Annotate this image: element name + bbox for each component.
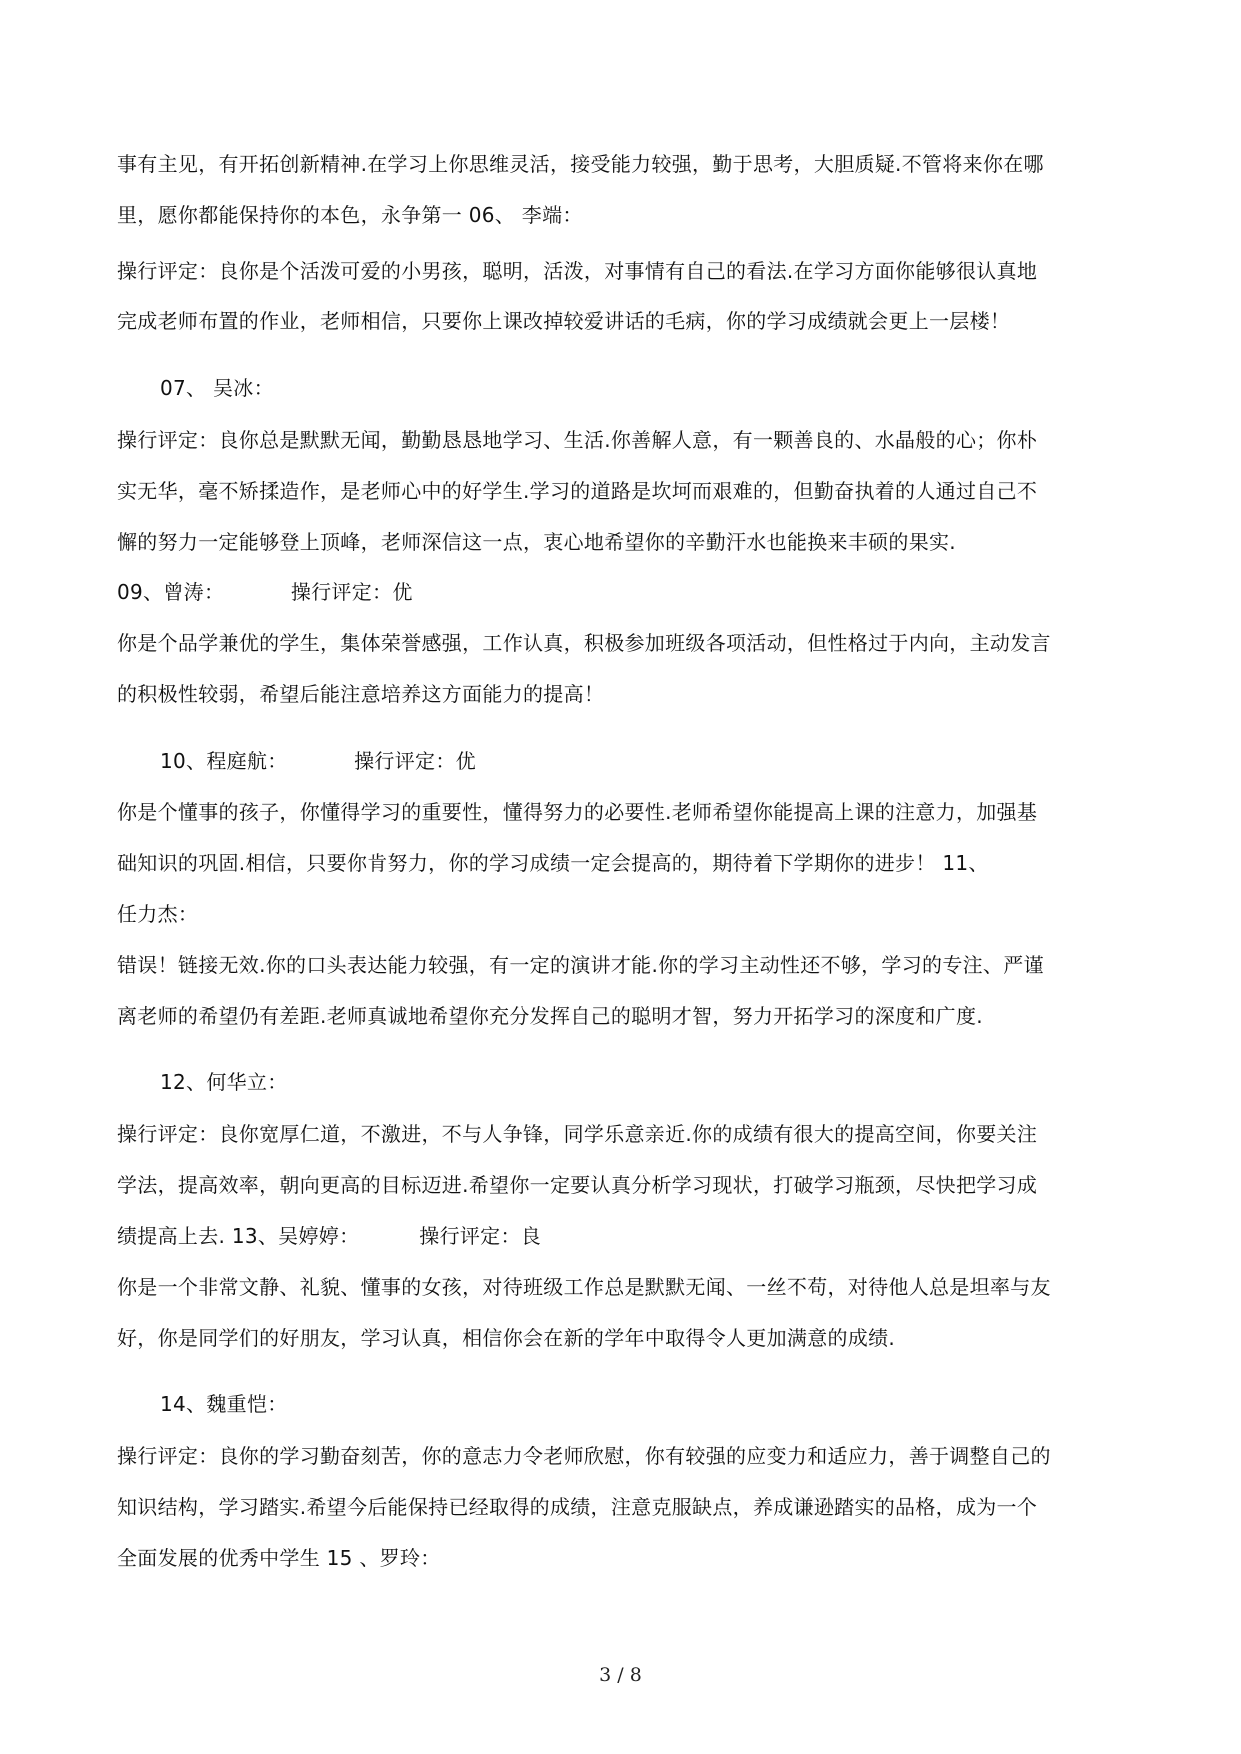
text-line: 你是一个非常文静、礼貌、懂事的女孩，对待班级工作总是默默无闻、一丝不苟，对待他人总是坦率与友 — [117, 1275, 1051, 1299]
text-line: 操行评定：良你是个活泼可爱的小男孩，聪明，活泼，对事情有自己的看法.在学习方面你能够很认真地 — [117, 259, 1038, 283]
text-line: 全面发展的优秀中学生 15 、罗玲： — [117, 1546, 441, 1570]
page-number: 3 / 8 — [599, 1664, 642, 1686]
text-line: 里，愿你都能保持你的本色，永争第一 06、 李端： — [117, 203, 583, 227]
student-heading: 14、魏重恺： — [160, 1392, 288, 1416]
text-line: 操行评定：良你总是默默无闻，勤勤恳恳地学习、生活.你善解人意，有一颗善良的、水晶般的心；你朴 — [117, 428, 1038, 452]
student-heading: 任力杰： — [117, 902, 199, 926]
text-line: 离老师的希望仍有差距.老师真诚地希望你充分发挥自己的聪明才智，努力开拓学习的深度和广度. — [117, 1004, 983, 1028]
text-line: 懈的努力一定能够登上顶峰，老师深信这一点，衷心地希望你的辛勤汗水也能换来丰硕的果实. — [117, 530, 956, 554]
text-line: 你是个懂事的孩子，你懂得学习的重要性，懂得努力的必要性.老师希望你能提高上课的注意力，加强基 — [117, 800, 1038, 824]
text-line: 知识结构，学习踏实.希望今后能保持已经取得的成绩，注意克服缺点，养成谦逊踏实的品格，成为一个 — [117, 1495, 1038, 1519]
text-line: 好，你是同学们的好朋友，学习认真，相信你会在新的学年中取得令人更加满意的成绩. — [117, 1326, 896, 1350]
text-line: 你是个品学兼优的学生，集体荣誉感强，工作认真，积极参加班级各项活动，但性格过于内向，主动发言 — [117, 631, 1051, 655]
student-heading: 10、程庭航： 操行评定：优 — [160, 749, 476, 773]
text-line: 错误！链接无效.你的口头表达能力较强，有一定的演讲才能.你的学习主动性还不够，学习的专注、严谨 — [117, 953, 1044, 977]
text-line: 实无华，毫不矫揉造作，是老师心中的好学生.学习的道路是坎坷而艰难的，但勤奋执着的人通过自己不 — [117, 479, 1038, 503]
text-line: 绩提高上去. 13、吴婷婷： 操行评定：良 — [117, 1224, 542, 1248]
text-line: 操行评定：良你的学习勤奋刻苦，你的意志力令老师欣慰，你有较强的应变力和适应力，善于调整自己的 — [117, 1444, 1051, 1468]
text-line: 操行评定：良你宽厚仁道，不激进，不与人争锋，同学乐意亲近.你的成绩有很大的提高空间，你要关注 — [117, 1122, 1038, 1146]
text-line: 的积极性较弱，希望后能注意培养这方面能力的提高！ — [117, 682, 605, 706]
student-heading: 07、 吴冰： — [160, 376, 274, 400]
student-heading: 12、何华立： — [160, 1070, 288, 1094]
text-line: 础知识的巩固.相信，只要你肯努力，你的学习成绩一定会提高的，期待着下学期你的进步！ 11、 — [117, 851, 989, 875]
text-line: 完成老师布置的作业，老师相信，只要你上课改掉较爱讲话的毛病，你的学习成绩就会更上一层楼！ — [117, 309, 1011, 333]
text-line: 学法，提高效率，朝向更高的目标迈进.希望你一定要认真分析学习现状，打破学习瓶颈，尽快把学习成 — [117, 1173, 1038, 1197]
student-heading: 09、曾涛： 操行评定：优 — [117, 580, 413, 604]
text-line: 事有主见，有开拓创新精神.在学习上你思维灵活，接受能力较强，勤于思考，大胆质疑.不管将来你在哪 — [117, 152, 1044, 176]
